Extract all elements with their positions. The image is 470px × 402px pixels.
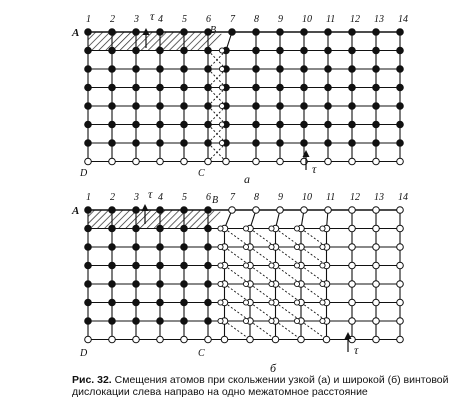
corner-label-c: C [198, 348, 205, 359]
atom-filled [85, 84, 92, 91]
stress-label-top: τ [150, 9, 155, 23]
atom-filled [373, 121, 380, 128]
atom-open [349, 318, 356, 325]
atom-filled [373, 29, 380, 36]
atom-ghost [269, 318, 274, 323]
atom-filled [133, 318, 140, 325]
atom-filled [181, 84, 188, 91]
atom-ghost [243, 300, 248, 305]
atom-filled [157, 84, 164, 91]
atom-filled [85, 47, 92, 54]
atom-open [373, 318, 380, 325]
column-number: 3 [134, 192, 139, 203]
atom-open [373, 244, 380, 251]
atom-ghost [218, 244, 223, 249]
atom-filled [157, 244, 164, 251]
atom-filled [181, 225, 188, 232]
atom-open [301, 207, 308, 214]
atom-open [247, 336, 254, 343]
atom-ghost [269, 244, 274, 249]
atom-open [277, 207, 284, 214]
lattice-atoms [85, 207, 404, 343]
stress-label-top: τ [148, 187, 153, 201]
atom-open [349, 207, 356, 214]
atom-filled [157, 281, 164, 288]
atom-filled [157, 140, 164, 147]
corner-label-c: C [198, 168, 205, 179]
stress-label-bottom: τ [312, 162, 317, 176]
atom-open [373, 158, 380, 165]
atom-ghost [218, 226, 223, 231]
atom-filled [109, 84, 116, 91]
atom-ghost [320, 281, 325, 286]
atom-filled [85, 318, 92, 325]
atom-filled [181, 299, 188, 306]
column-number: 11 [326, 192, 336, 203]
column-number: 14 [398, 192, 408, 203]
atom-open [397, 299, 404, 306]
shear-hatched-region [88, 210, 222, 229]
atom-filled [325, 84, 332, 91]
atom-filled [109, 140, 116, 147]
atom-ghost [243, 263, 248, 268]
atom-filled [85, 140, 92, 147]
atom-open [205, 336, 212, 343]
atom-filled [109, 244, 116, 251]
atom-filled [229, 29, 236, 36]
atom-open [397, 262, 404, 269]
atom-ghost [243, 226, 248, 231]
atom-filled [397, 47, 404, 54]
atom-filled [157, 262, 164, 269]
atom-filled [205, 140, 212, 147]
atom-open [223, 158, 230, 165]
column-number: 7 [230, 192, 235, 203]
atom-filled [133, 225, 140, 232]
atom-filled [109, 225, 116, 232]
atom-open [373, 299, 380, 306]
atom-filled [397, 84, 404, 91]
atom-filled [109, 299, 116, 306]
column-number: 5 [182, 192, 187, 203]
atom-filled [181, 121, 188, 128]
atom-filled [133, 47, 140, 54]
atom-filled [109, 207, 116, 214]
atom-filled [349, 66, 356, 73]
atom-ghost [219, 140, 224, 145]
atom-open [397, 244, 404, 251]
atom-open [157, 336, 164, 343]
atom-filled [253, 66, 260, 73]
atom-filled [397, 103, 404, 110]
atom-open [373, 207, 380, 214]
corner-label-d: D [80, 168, 88, 179]
column-number: 8 [254, 192, 259, 203]
atom-filled [277, 29, 284, 36]
column-number: 3 [134, 14, 139, 25]
atom-open [109, 336, 116, 343]
atom-open [349, 244, 356, 251]
atom-filled [85, 262, 92, 269]
column-number: 4 [158, 14, 163, 25]
atom-ghost [320, 300, 325, 305]
atom-ghost [320, 318, 325, 323]
atom-open [349, 262, 356, 269]
panel-label-b: б [270, 361, 277, 375]
atom-filled [349, 121, 356, 128]
atom-open [373, 262, 380, 269]
atom-filled [373, 66, 380, 73]
atom-filled [253, 121, 260, 128]
stress-label-bottom: τ [354, 343, 359, 357]
atom-filled [397, 140, 404, 147]
column-number: 5 [182, 14, 187, 25]
atom-filled [181, 103, 188, 110]
atom-ghost [294, 226, 299, 231]
atom-filled [181, 66, 188, 73]
atom-open [349, 299, 356, 306]
atom-filled [85, 66, 92, 73]
atom-filled [277, 121, 284, 128]
atom-ghost [320, 226, 325, 231]
column-numbers [86, 14, 408, 25]
atom-ghost [219, 122, 224, 127]
atom-filled [205, 84, 212, 91]
atom-ghost [219, 66, 224, 71]
atom-filled [157, 121, 164, 128]
atom-ghost [219, 103, 224, 108]
column-number: 10 [302, 14, 312, 25]
atom-filled [205, 225, 212, 232]
atom-filled [349, 47, 356, 54]
atom-ghost [218, 281, 223, 286]
atom-filled [301, 66, 308, 73]
column-number: 12 [350, 192, 360, 203]
atom-filled [205, 299, 212, 306]
atom-open [181, 336, 188, 343]
atom-open [133, 336, 140, 343]
atom-filled [157, 318, 164, 325]
atom-open [397, 281, 404, 288]
atom-filled [373, 84, 380, 91]
atom-ghost [243, 244, 248, 249]
panel-a-narrow-dislocation [71, 9, 408, 186]
atom-filled [181, 244, 188, 251]
atom-ghost [294, 281, 299, 286]
atom-filled [205, 281, 212, 288]
column-number: 9 [278, 14, 283, 25]
atom-filled [181, 29, 188, 36]
atom-open [325, 207, 332, 214]
column-number: 12 [350, 14, 360, 25]
atom-open [373, 281, 380, 288]
atom-filled [181, 140, 188, 147]
atom-ghost [269, 300, 274, 305]
atom-filled [133, 29, 140, 36]
atom-filled [205, 318, 212, 325]
caption-text: Смещения атомов при скольжении узкой (а) и широкой (б) винтовой дислокации слева направо на одно межатомное расстояние [72, 374, 449, 398]
atom-filled [109, 47, 116, 54]
atom-open [397, 158, 404, 165]
hatched-slip-area [88, 32, 222, 51]
hatched-slip-area [88, 210, 222, 229]
atom-filled [325, 47, 332, 54]
atom-filled [205, 47, 212, 54]
corner-label-b: B [210, 25, 217, 36]
atom-filled [85, 281, 92, 288]
atom-filled [301, 140, 308, 147]
atom-filled [325, 103, 332, 110]
atom-ghost [218, 263, 223, 268]
atom-filled [109, 66, 116, 73]
atom-filled [157, 103, 164, 110]
atom-filled [205, 66, 212, 73]
atom-open [221, 336, 228, 343]
atom-filled [133, 244, 140, 251]
atom-filled [373, 103, 380, 110]
atom-filled [133, 207, 140, 214]
atom-open [397, 336, 404, 343]
atom-open [349, 281, 356, 288]
atom-ghost [243, 318, 248, 323]
atom-ghost [269, 281, 274, 286]
atom-filled [133, 262, 140, 269]
atom-filled [301, 103, 308, 110]
atom-filled [253, 84, 260, 91]
atom-filled [181, 262, 188, 269]
atom-filled [133, 281, 140, 288]
atom-open [253, 158, 260, 165]
atom-filled [349, 84, 356, 91]
atom-open [298, 336, 305, 343]
atom-filled [277, 47, 284, 54]
atom-open [272, 336, 279, 343]
atom-filled [277, 140, 284, 147]
column-number: 1 [86, 192, 91, 203]
atom-filled [397, 29, 404, 36]
atom-filled [133, 103, 140, 110]
atom-filled [181, 47, 188, 54]
atom-filled [109, 121, 116, 128]
atom-filled [349, 140, 356, 147]
atom-ghost [294, 300, 299, 305]
atom-filled [157, 299, 164, 306]
column-number: 11 [326, 14, 336, 25]
atom-open [277, 158, 284, 165]
atom-ghost [219, 48, 224, 53]
corner-label-a: A [72, 205, 80, 217]
atom-filled [205, 207, 212, 214]
column-number: 13 [374, 14, 384, 25]
atom-filled [205, 244, 212, 251]
atom-filled [349, 103, 356, 110]
atom-filled [85, 244, 92, 251]
atom-filled [85, 121, 92, 128]
column-number: 9 [278, 192, 283, 203]
lattice-atoms [85, 29, 404, 165]
atom-ghost [294, 318, 299, 323]
atom-open [109, 158, 116, 165]
atom-open [85, 158, 92, 165]
atom-open [181, 158, 188, 165]
atom-filled [301, 121, 308, 128]
corner-label-d: D [80, 348, 88, 359]
atom-filled [205, 103, 212, 110]
column-number: 2 [110, 192, 115, 203]
column-number: 1 [86, 14, 91, 25]
atom-ghost [218, 318, 223, 323]
atom-open [229, 207, 236, 214]
atom-filled [85, 225, 92, 232]
atom-filled [157, 29, 164, 36]
atom-filled [301, 47, 308, 54]
atom-filled [109, 262, 116, 269]
atom-filled [109, 281, 116, 288]
atom-filled [133, 84, 140, 91]
atom-filled [205, 262, 212, 269]
atom-filled [133, 121, 140, 128]
atom-filled [157, 47, 164, 54]
shear-hatched-region [88, 32, 222, 51]
atom-ghost [294, 263, 299, 268]
atom-filled [85, 103, 92, 110]
column-number: 6 [206, 192, 211, 203]
atom-open [397, 207, 404, 214]
column-number: 7 [230, 14, 235, 25]
atom-filled [85, 207, 92, 214]
column-numbers [86, 192, 408, 203]
atom-open [397, 225, 404, 232]
column-number: 4 [158, 192, 163, 203]
atom-ghost [294, 244, 299, 249]
atom-ghost [243, 281, 248, 286]
atom-ghost [320, 263, 325, 268]
column-number: 10 [302, 192, 312, 203]
atom-filled [301, 84, 308, 91]
atom-filled [253, 103, 260, 110]
atom-filled [157, 225, 164, 232]
atom-open [349, 225, 356, 232]
atom-ghost [269, 263, 274, 268]
atom-filled [85, 29, 92, 36]
atom-filled [181, 281, 188, 288]
panel-label-a: а [244, 172, 250, 186]
figure-caption [72, 374, 464, 398]
atom-filled [157, 207, 164, 214]
atom-open [349, 158, 356, 165]
column-number: 14 [398, 14, 408, 25]
atom-filled [373, 140, 380, 147]
atom-open [373, 336, 380, 343]
atom-filled [253, 47, 260, 54]
atom-ghost [218, 300, 223, 305]
atom-filled [325, 29, 332, 36]
atom-filled [277, 84, 284, 91]
atom-filled [133, 140, 140, 147]
atom-filled [109, 29, 116, 36]
atom-filled [157, 66, 164, 73]
panel-b-wide-dislocation [71, 187, 408, 375]
atom-open [325, 158, 332, 165]
column-number: 13 [374, 192, 384, 203]
atom-ghost [219, 85, 224, 90]
atom-ghost [269, 226, 274, 231]
atom-open [397, 318, 404, 325]
atom-filled [277, 66, 284, 73]
corner-label-b: B [212, 195, 219, 206]
atom-open [85, 336, 92, 343]
atom-filled [277, 103, 284, 110]
atom-open [205, 158, 212, 165]
atom-ghost [320, 244, 325, 249]
column-number: 8 [254, 14, 259, 25]
atom-filled [205, 121, 212, 128]
atom-filled [109, 103, 116, 110]
atom-filled [325, 66, 332, 73]
column-number: 6 [206, 14, 211, 25]
atom-filled [133, 299, 140, 306]
atom-filled [253, 29, 260, 36]
atom-filled [181, 318, 188, 325]
atom-filled [397, 66, 404, 73]
atom-filled [397, 121, 404, 128]
atom-filled [373, 47, 380, 54]
atom-filled [349, 29, 356, 36]
atom-open [157, 158, 164, 165]
caption-prefix: Рис. 32. [72, 374, 112, 386]
atom-filled [85, 299, 92, 306]
atom-filled [301, 29, 308, 36]
column-number: 2 [110, 14, 115, 25]
corner-label-a: A [72, 27, 80, 39]
atom-filled [253, 140, 260, 147]
atom-open [323, 336, 330, 343]
atom-open [253, 207, 260, 214]
atom-filled [325, 140, 332, 147]
atom-filled [109, 318, 116, 325]
atom-filled [133, 66, 140, 73]
atom-open [373, 225, 380, 232]
atom-filled [325, 121, 332, 128]
atom-open [133, 158, 140, 165]
atom-filled [181, 207, 188, 214]
